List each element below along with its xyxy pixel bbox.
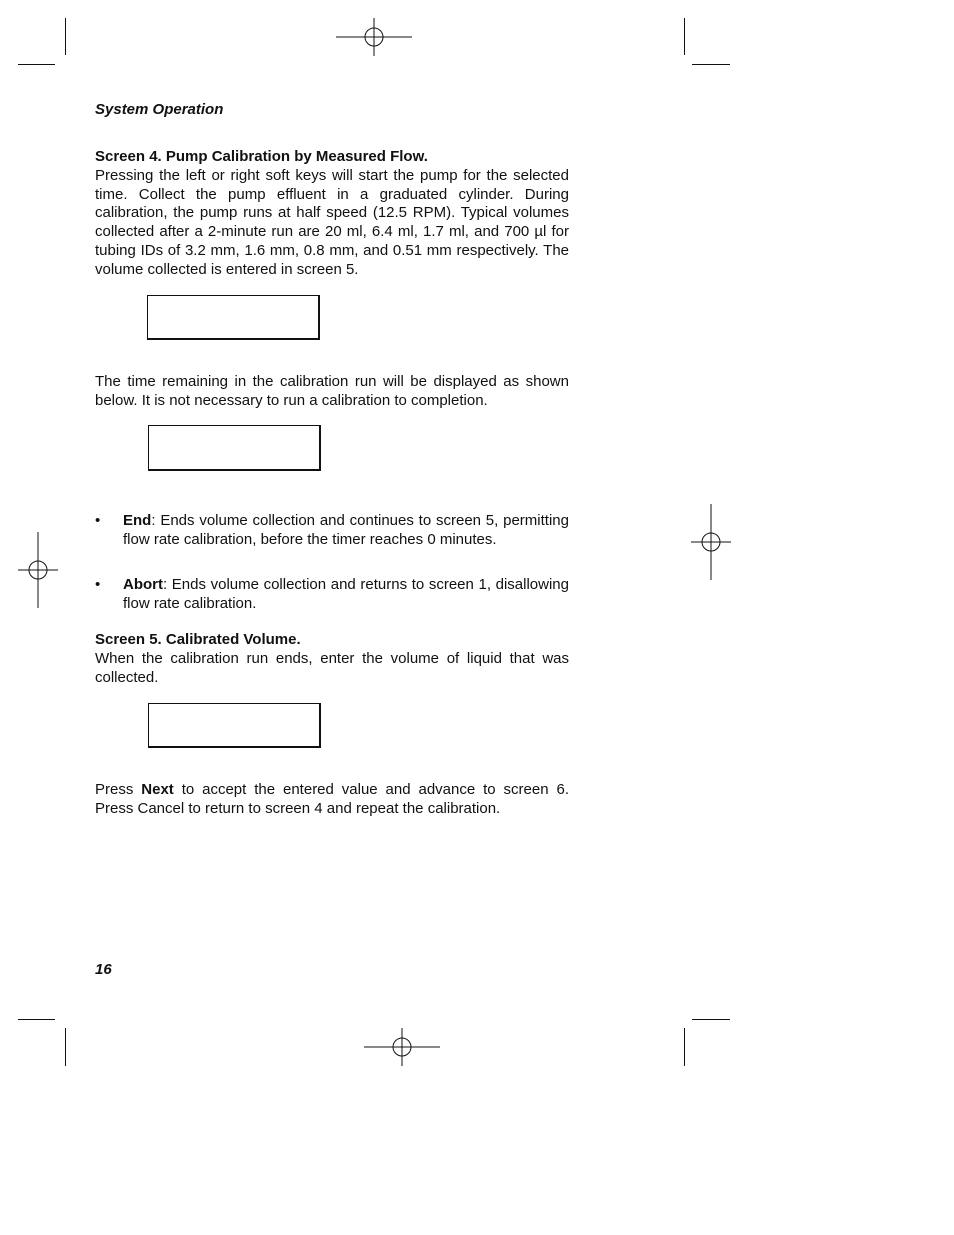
- lcd-display-calibrated-volume: [148, 703, 321, 748]
- page-number: 16: [95, 961, 112, 978]
- option-end: [95, 511, 569, 549]
- section-header: System Operation: [95, 101, 224, 118]
- registration-target-top: [336, 18, 412, 56]
- registration-target-left: [18, 532, 58, 608]
- screen4-body: Pressing the left or right soft keys will start the pump for the selected time. Collect the pump effluent in a graduated cylinder. During calibration, the pump runs at half speed (12.5 RPM). Typical volumes collected after a 2-minute run are 20 ml, 6.4 ml, 1.7 ml, and 700 µl for tubing IDs of 3.2 mm, 1.6 mm, 0.8 mm, and 0.51 mm respectively. The volume collected is entered in screen 5.: [95, 166, 569, 278]
- option-end-text: : Ends volume collection and continues to screen 5, permitting flow rate calibration, before the timer reaches 0 minutes.: [123, 512, 569, 548]
- screen5-body: When the calibration run ends, enter the volume of liquid that was collected.: [95, 649, 569, 686]
- press-suffix: to accept the entered value and advance to screen 6. Press Cancel to return to screen 4 and repeat the calibration.: [95, 781, 569, 817]
- screen5-section: [95, 631, 569, 687]
- screen4-heading: Screen 4. Pump Calibration by Measured Flow.: [95, 148, 428, 165]
- press-prefix: Press: [95, 781, 142, 798]
- lcd-display-time-remaining: [148, 425, 321, 471]
- press-next-text: [95, 781, 569, 819]
- registration-target-bottom: [364, 1028, 440, 1066]
- time-remaining-text: The time remaining in the calibration run will be displayed as shown below. It is not necessary to run a calibration to completion.: [95, 373, 569, 409]
- bullet-icon: •: [95, 512, 101, 529]
- bullet-icon: •: [95, 576, 101, 593]
- option-abort: [95, 575, 569, 613]
- next-key-label: Next: [141, 781, 174, 798]
- screen5-heading: Screen 5. Calibrated Volume.: [95, 631, 301, 648]
- option-abort-text: : Ends volume collection and returns to screen 1, disallowing flow rate calibration.: [123, 576, 569, 612]
- option-abort-key: Abort: [123, 576, 163, 593]
- lcd-display-calibration-start: [147, 295, 320, 340]
- screen4-section: [95, 148, 569, 280]
- registration-target-right: [691, 504, 731, 580]
- option-end-key: End: [123, 512, 152, 529]
